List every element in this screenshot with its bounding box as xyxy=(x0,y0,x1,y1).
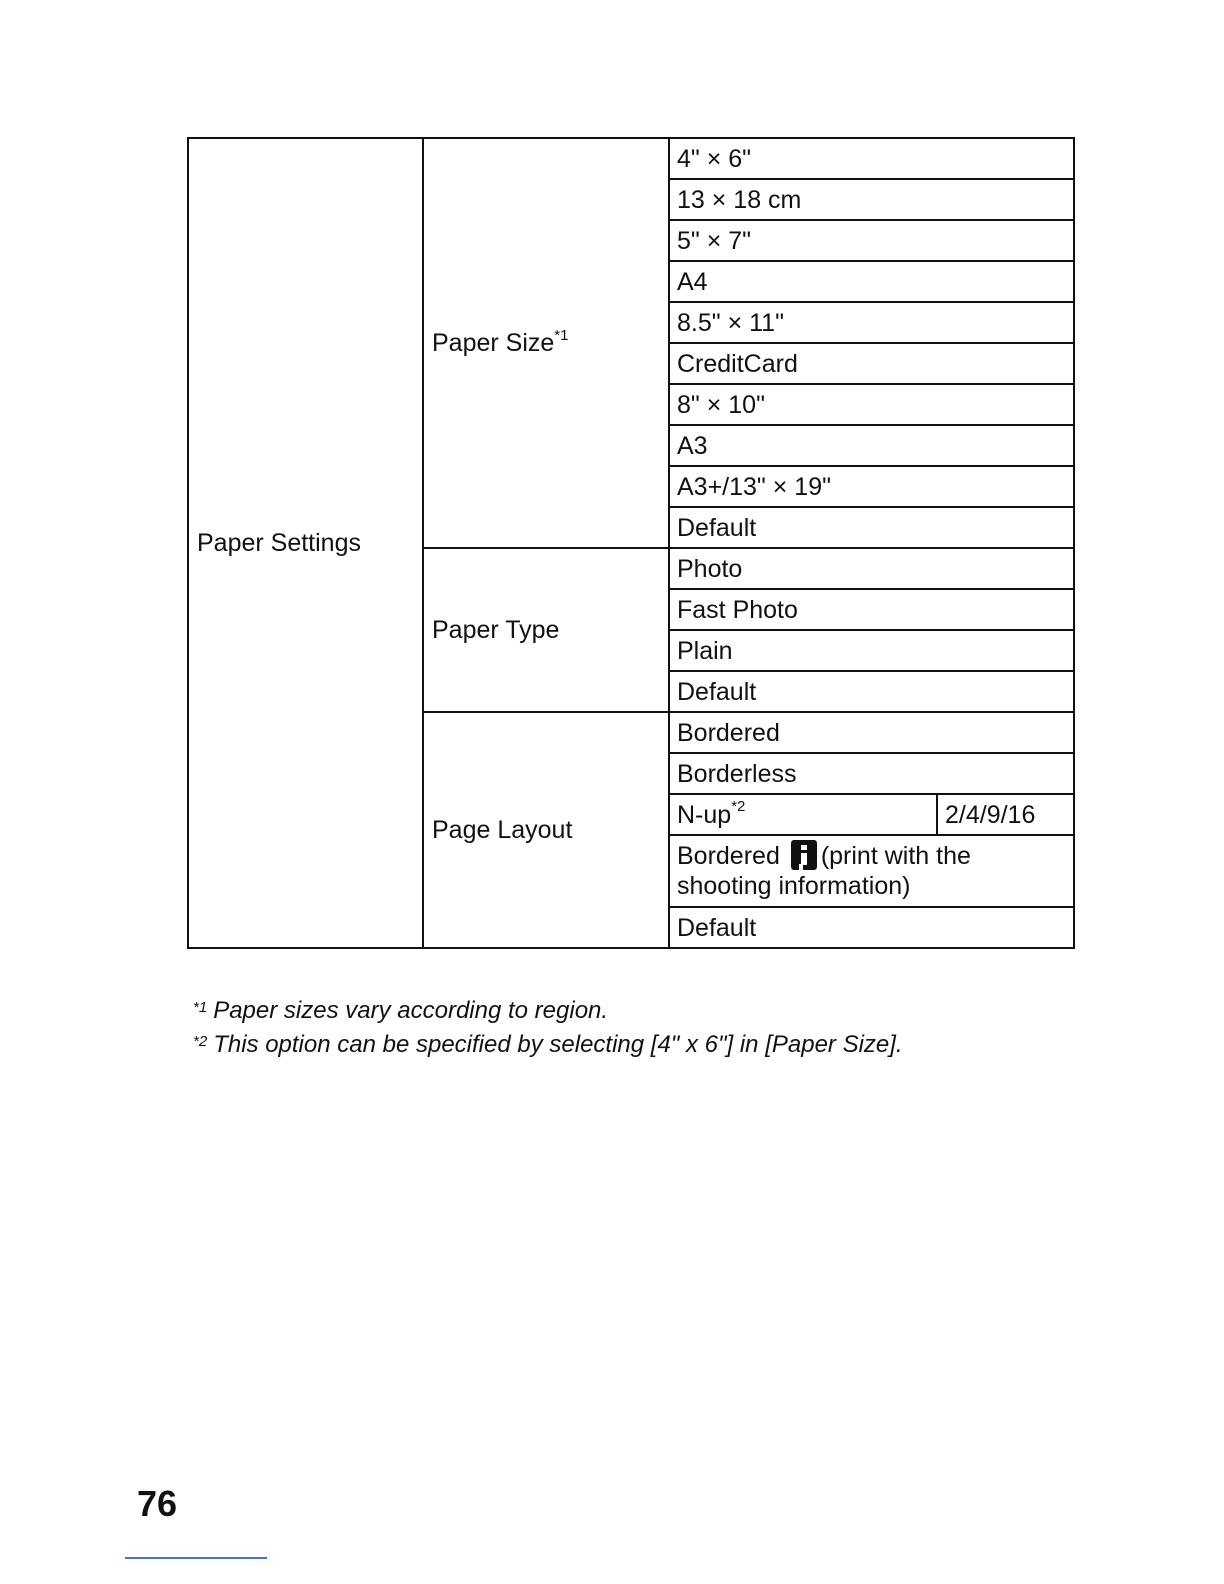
option-a3: A3 xyxy=(669,425,1074,466)
footnote-mark: *1 xyxy=(193,999,208,1016)
option-nup-values: 2/4/9/16 xyxy=(937,794,1074,835)
category-paper-settings xyxy=(188,138,423,948)
group-label: Page Layout xyxy=(432,816,573,844)
table-row xyxy=(188,138,1074,179)
nup-label: N-up xyxy=(677,800,732,829)
option-5x7: 5" × 7" xyxy=(669,220,1074,261)
option-borderless: Borderless xyxy=(669,753,1074,794)
footnote-text: Paper sizes vary according to region. xyxy=(213,997,609,1024)
group-paper-type xyxy=(423,548,669,712)
option-layout-default: Default xyxy=(669,907,1074,948)
group-paper-size xyxy=(423,138,669,548)
option-nup xyxy=(669,794,937,835)
info-icon xyxy=(791,840,817,870)
option-8-5x11: 8.5" × 11" xyxy=(669,302,1074,343)
option-8x10: 8" × 10" xyxy=(669,384,1074,425)
option-bordered-info xyxy=(669,835,1074,907)
option-fast-photo: Fast Photo xyxy=(669,589,1074,630)
option-photo: Photo xyxy=(669,548,1074,589)
paper-settings-table xyxy=(187,137,1075,949)
group-page-layout xyxy=(423,712,669,948)
option-type-default: Default xyxy=(669,671,1074,712)
footnote-mark: *1 xyxy=(554,326,569,344)
option-a4: A4 xyxy=(669,261,1074,302)
option-13x18cm: 13 × 18 cm xyxy=(669,179,1074,220)
option-plain: Plain xyxy=(669,630,1074,671)
group-label: Paper Size xyxy=(432,329,555,357)
option-4x6: 4" × 6" xyxy=(669,138,1074,179)
footnote-text: This option can be specified by selecting [4" x 6"] in [Paper Size]. xyxy=(213,1031,903,1058)
bordered-info-prefix: Bordered xyxy=(677,842,780,870)
option-size-default: Default xyxy=(669,507,1074,548)
option-a3-plus: A3+/13" × 19" xyxy=(669,466,1074,507)
footnote-1 xyxy=(193,997,608,1025)
footnote-2 xyxy=(193,1031,903,1059)
option-bordered: Bordered xyxy=(669,712,1074,753)
bottom-rule xyxy=(125,1557,267,1559)
page-number: 76 xyxy=(137,1483,178,1524)
group-label: Paper Type xyxy=(432,616,560,644)
category-label: Paper Settings xyxy=(197,529,361,557)
bordered-info-line1: (print with the xyxy=(820,842,971,870)
footnote-mark: *2 xyxy=(731,798,746,816)
footnote-mark: *2 xyxy=(193,1033,208,1050)
bordered-info-line2: shooting information) xyxy=(677,872,911,901)
option-creditcard: CreditCard xyxy=(669,343,1074,384)
